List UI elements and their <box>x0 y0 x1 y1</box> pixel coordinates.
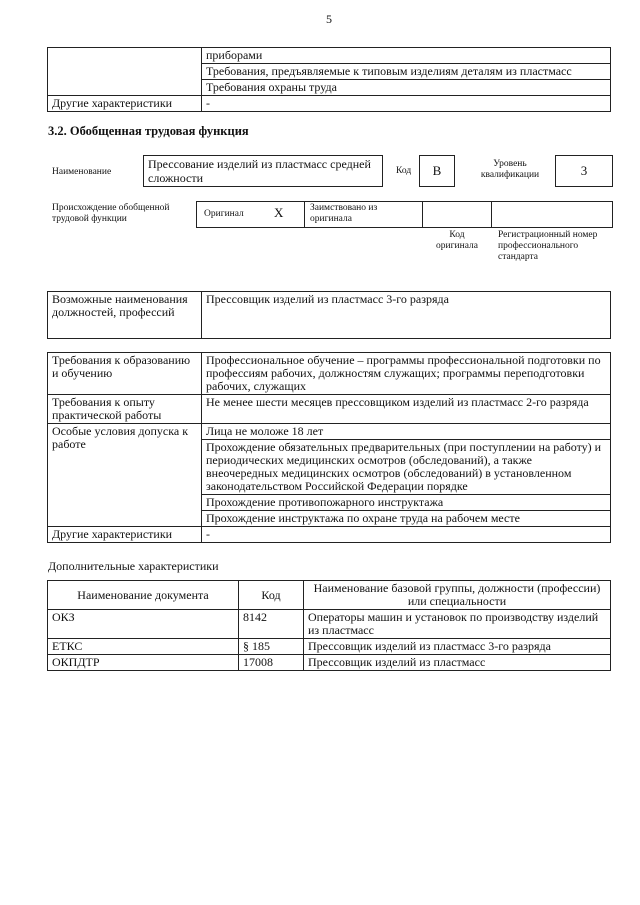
experience-label: Требования к опыту практической работы <box>48 395 202 424</box>
table-cell: Операторы машин и установок по производству изделий из пластмасс <box>304 610 611 639</box>
table-cell: ОКЗ <box>48 610 239 639</box>
condition-item: Прохождение противопожарного инструктажа <box>202 495 611 511</box>
table-row <box>48 96 611 112</box>
positions-label: Возможные наименования должностей, профессий <box>48 292 202 339</box>
education-label: Требования к образованию и обучению <box>48 353 202 395</box>
condition-item: Лица не моложе 18 лет <box>202 424 611 440</box>
positions-table <box>47 291 611 339</box>
table-header-row <box>48 581 611 610</box>
other-characteristics-label: Другие характеристики <box>48 96 202 112</box>
original-mark: X <box>274 205 284 220</box>
table-cell <box>48 48 202 64</box>
divider <box>304 201 305 228</box>
table-cell: 17008 <box>239 655 304 671</box>
divider <box>422 201 423 228</box>
experience-value: Не менее шести месяцев прессовщиком изделий из пластмасс 2-го разряда <box>202 395 611 424</box>
education-value: Профессиональное обучение – программы профессиональной подготовки по профессиям рабочих, должностям служащих; программы переподготовки рабочих, служащих <box>202 353 611 395</box>
table-cell: ОКПДТР <box>48 655 239 671</box>
other-value: - <box>202 527 611 543</box>
top-table <box>47 47 611 112</box>
conditions-label: Особые условия допуска к работе <box>48 424 202 527</box>
table-cell: § 185 <box>239 639 304 655</box>
additional-title: Дополнительные характеристики <box>48 559 219 573</box>
column-header: Код <box>239 581 304 610</box>
function-code-value: B <box>419 155 455 187</box>
table-row <box>48 527 611 543</box>
column-header: Наименование базовой группы, должности (профессии) или специальности <box>304 581 611 610</box>
table-cell: приборами <box>202 48 611 64</box>
code-label: Код <box>396 166 412 176</box>
table-cell <box>48 64 202 80</box>
requirements-table <box>47 352 611 543</box>
original-label: Оригинал <box>204 209 244 219</box>
condition-item: Прохождение обязательных предварительных (при поступлении на работу) и периодических медицинских осмотров (обследований), а также внеочередных медицинских осмотров (обследований) в установленном законодательством Российской Федерации порядке <box>202 440 611 495</box>
positions-value: Прессовщик изделий из пластмасс 3-го разряда <box>202 292 611 339</box>
qualification-level-value: 3 <box>555 155 613 187</box>
table-row <box>48 80 611 96</box>
function-name-value: Прессование изделий из пластмасс средней сложности <box>143 155 383 187</box>
section-heading: 3.2. Обобщенная трудовая функция <box>48 124 249 138</box>
table-row <box>48 655 611 671</box>
name-label: Наименование <box>52 167 112 177</box>
other-label: Другие характеристики <box>48 527 202 543</box>
table-cell: Требования, предъявляемые к типовым изделиям деталям из пластмасс <box>202 64 611 80</box>
table-row <box>48 292 611 339</box>
table-row <box>48 64 611 80</box>
code-original-caption: Код оригинала <box>436 230 478 251</box>
divider <box>491 201 492 228</box>
other-characteristics-value: - <box>202 96 611 112</box>
table-row <box>48 639 611 655</box>
table-row <box>48 395 611 424</box>
table-cell: ЕТКС <box>48 639 239 655</box>
page-number: 5 <box>326 12 332 26</box>
table-cell: Прессовщик изделий из пластмасс 3-го разряда <box>304 639 611 655</box>
level-label: Уровень квалификации <box>480 159 540 180</box>
table-row <box>48 48 611 64</box>
condition-item: Прохождение инструктажа по охране труда на рабочем месте <box>202 511 611 527</box>
table-row <box>48 353 611 395</box>
table-cell <box>48 80 202 96</box>
column-header: Наименование документа <box>48 581 239 610</box>
table-cell: Прессовщик изделий из пластмасс <box>304 655 611 671</box>
borrowed-label: Заимствовано из оригинала <box>310 203 378 224</box>
table-cell: Требования охраны труда <box>202 80 611 96</box>
table-row <box>48 610 611 639</box>
reg-number-caption: Регистрационный номер профессионального стандарта <box>498 230 598 262</box>
table-row <box>48 424 611 440</box>
origin-label: Происхождение обобщенной трудовой функции <box>52 203 170 224</box>
additional-table <box>47 580 611 671</box>
table-cell: 8142 <box>239 610 304 639</box>
